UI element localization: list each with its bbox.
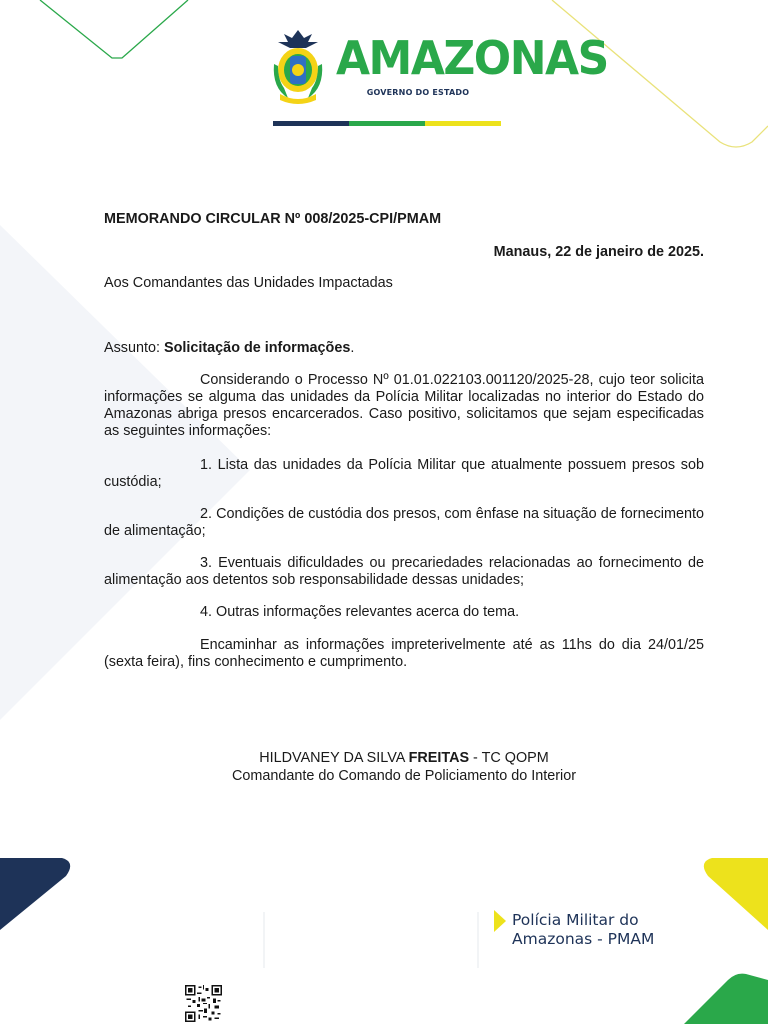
brand-subtitle: GOVERNO DO ESTADO [366,88,470,97]
footer-org-name [512,911,654,949]
memo-date: Manaus, 22 de janeiro de 2025. [493,244,704,260]
yellow-chevron-icon [494,910,506,932]
memo-addressee: Aos Comandantes das Unidades Impactadas [104,275,393,291]
footer-org-line-2: Amazonas - PMAM [512,930,655,948]
state-seal-logo [270,28,326,104]
memo-title: MEMORANDO CIRCULAR Nº 008/2025-CPI/PMAM [104,211,442,227]
signature-name [104,750,704,767]
memo-subject [104,340,354,357]
signature-name-prefix: HILDVANEY DA SILVA [259,750,409,766]
subject-value: Solicitação de informações [164,340,351,356]
signature-role: Comandante do Comando de Policiamento do Interior [232,768,576,784]
memo-item-1: 1. Lista das unidades da Polícia Militar que atualmente possuem presos sob custódia; [104,457,704,490]
memo-paragraph-intro: Considerando o Processo Nº 01.01.022103.001120/2025-28, cujo teor solicita informações se alguma das unidades da Polícia Militar localizadas no interior do Estado do Amazonas abriga presos encarcerados. Caso positivo, solicitamos que sejam especificadas as seguintes informações: [104,372,704,439]
signature-name-suffix: - TC QOPM [469,750,549,766]
signature-name-bold: FREITAS [408,750,470,766]
memo-paragraph-closing: Encaminhar as informações impreterivelmente até as 11hs do dia 24/01/25 (sexta feira), fins conhecimento e cumprimento. [104,637,704,670]
memo-item-4: 4. Outras informações relevantes acerca do tema. [200,604,520,620]
footer-org-line-1: Polícia Militar do [512,911,639,929]
qr-code-icon[interactable] [185,985,222,1022]
memo-item-3: 3. Eventuais dificuldades ou precariedades relacionadas ao fornecimento de alimentação aos detentos sob responsabilidade dessas unidades; [104,555,704,588]
brand-name: AMAZONAS [336,31,608,86]
flag-color-bar [273,121,501,126]
subject-label: Assunto: [104,340,160,356]
memo-item-2: 2. Condições de custódia dos presos, com ênfase na situação de fornecimento de alimentação; [104,506,704,539]
subject-end: . [350,340,355,356]
